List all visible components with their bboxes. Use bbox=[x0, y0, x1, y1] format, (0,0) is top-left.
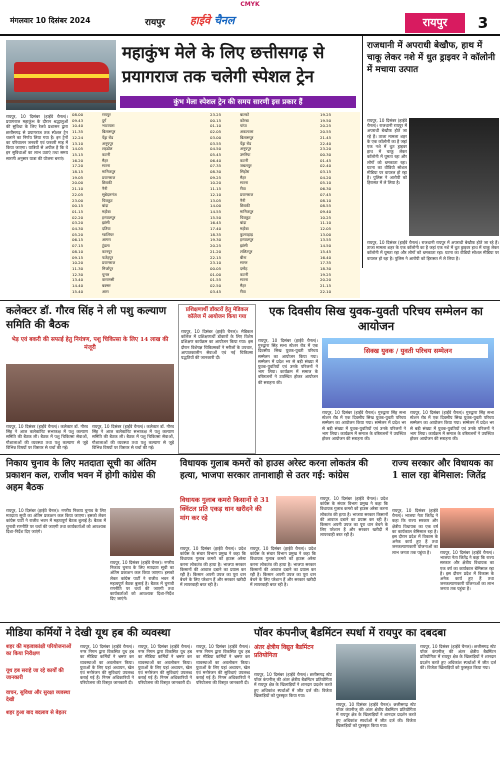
schedule-cell: 23.10 bbox=[210, 260, 222, 266]
schedule-cell: 08.55 bbox=[320, 203, 332, 209]
schedule-cell: 10.20 bbox=[210, 180, 222, 186]
state-body: रायपुर, 10 दिसंबर (हाईवे चैनल)। भाजपा नेता जितेंद्र ने कहा कि राज्य सरकार और क्षेत्रीय विधायक का एक वर्ष का कार्यकाल बेमिसाल रहा है। इस दौरान प्रदेश में विकास के अनेक कार्य हुए हैं तथा जनकल्याणकारी योजनाओं का लाभ जनता तक पहुंचा है। bbox=[392, 508, 438, 555]
schedule-cell: मैहर bbox=[102, 157, 108, 163]
schedule-cell: उमरिया bbox=[240, 151, 251, 157]
schedule-cell: 19.30 bbox=[210, 237, 222, 243]
schedule-cell: बाल्को bbox=[240, 112, 249, 117]
schedule-cell: 11.30 bbox=[72, 265, 84, 271]
power-headline: पॉवर कंपनीज् बैडमिंटन स्पर्धा में रायपुर का दबदबा bbox=[254, 627, 447, 639]
sikh-body: रायपुर, 10 दिसंबर (हाईवे चैनल)। गुरुद्वारा सिंह सभा स्टेशन रोड में एक दिवसीय सिख युवक-युवती परिचय सम्मेलन का आयोजन किया गया। सम्मेलन में प्रदेश भर से बड़ी संख्या में युवक-युवतियों एवं उनके परिजनों ने भाग लिया। कार्यक्रम में समाज के वरिष्ठजनों ने उपस्थित होकर आयोजन की सराहना की। bbox=[258, 338, 318, 385]
schedule-cell: मानिकपुर bbox=[240, 208, 254, 214]
schedule-cell: बांदा bbox=[102, 203, 109, 209]
sikh-body-col2: रायपुर, 10 दिसंबर (हाईवे चैनल)। गुरुद्वारा सिंह सभा स्टेशन रोड में एक दिवसीय सिख युवक-युवती परिचय सम्मेलन का आयोजन किया गया। सम्मेलन में प्रदेश भर से बड़ी संख्या में युवक-युवतियों एवं उनके परिजनों ने भाग लिया। कार्यक्रम में समाज के वरिष्ठजनों ने उपस्थित होकर आयोजन की सराहना की। bbox=[322, 410, 406, 442]
schedule-cell: 15.50 bbox=[210, 214, 222, 220]
schedule-col-1 bbox=[72, 112, 100, 295]
schedule-cell: 08.30 bbox=[210, 169, 222, 175]
schedule-cell: 15.45 bbox=[320, 248, 332, 254]
schedule-cell: 16.20 bbox=[72, 157, 84, 163]
power-team-photo bbox=[336, 644, 416, 700]
schedule-col-2 bbox=[102, 112, 157, 295]
schedule-cell: 03.15 bbox=[320, 169, 332, 175]
mla-body-col3: रायपुर, 10 दिसंबर (हाईवे चैनल)। प्रदेश कांग्रेस के संचार विभाग प्रमुख ने कहा कि विधायक गुलाब कमरो को हाउस अरेस्ट करना लोकतंत्र की हत्या है। भाजपा सरकार किसानों की आवाज दबाने का प्रयास कर रही है। किसान अपनी उपज का पूरा धान बेचने के लिए परेशान हैं और सरकार खरीदी में लापरवाही बरत रही है। bbox=[320, 496, 388, 538]
crime-headline: राजधानी में अपराधी बेखौफ, हाथ में चाकू लेकर नशे में धुत ड्राइवर ने कॉलोनी में मचाया उत्पात bbox=[367, 41, 496, 75]
schedule-cell: बिलासपुर bbox=[240, 134, 254, 140]
media-bullet: शहर की महत्वाकांक्षी परियोजनाओं का किया निरीक्षण bbox=[6, 644, 72, 657]
schedule-cell: 06.15 bbox=[72, 237, 84, 243]
sikh-stage-banner: सिक्ख युवक / युवती परिचय सम्मेलन bbox=[328, 344, 488, 358]
media-headline: मीडिया कर्मियों ने देखी यूथ हब की व्यवस्था bbox=[6, 627, 171, 639]
schedule-cell: रायपुर bbox=[102, 112, 111, 117]
media-body-col3: रायपुर, 10 दिसंबर (हाईवे चैनल)। नगर निगम द्वारा विकसित यूथ हब का मीडिया कर्मियों ने भ्रमण कर व्यवस्थाओं का अवलोकन किया। युवाओं के लिए यहां अध्ययन, खेल एवं मनोरंजन की सुविधाएं उपलब्ध कराई गई हैं। निगम अधिकारियों ने परियोजना की विस्तृत जानकारी दी। bbox=[196, 644, 250, 686]
schedule-cell: 11.15 bbox=[210, 186, 222, 192]
schedule-cell: 23.00 bbox=[72, 197, 84, 203]
schedule-cell: 04.30 bbox=[72, 226, 84, 232]
medical-body: रायपुर, 10 दिसंबर (हाईवे चैनल)। मेडिकल कॉलेज में प्रशिक्षणार्थी डॉक्टरों के लिए विशेष प्रशिक्षण कार्यक्रम का आयोजन किया गया। इस दौरान विशेषज्ञ चिकित्सकों ने मरीजों के उपचार, आपातकालीन सेवाओं एवं नई चिकित्सा पद्धतियों की जानकारी दी। bbox=[181, 329, 253, 361]
power-body: रायपुर, 10 दिसंबर (हाईवे चैनल)। छत्तीसगढ़ स्टेट पॉवर कंपनीज् की अंतर क्षेत्रीय बैडमिंटन प्रतियोगिता में रायपुर क्षेत्र के खिलाड़ियों ने शानदार प्रदर्शन करते हुए अधिकांश स्पर्धाओं में जीत दर्ज की। विजेता खिलाड़ियों को पुरस्कृत किया गया। bbox=[254, 672, 332, 698]
schedule-cell: अनूपपुर bbox=[240, 146, 252, 152]
issue-date: मंगलवार 10 दिसंबर 2024 bbox=[10, 16, 91, 25]
schedule-cell: 07.35 bbox=[210, 163, 222, 169]
page-number: 3 bbox=[468, 13, 496, 33]
schedule-cell: 09.15 bbox=[72, 254, 84, 260]
sikh-body-col3: रायपुर, 10 दिसंबर (हाईवे चैनल)। गुरुद्वारा सिंह सभा स्टेशन रोड में एक दिवसीय सिख युवक-युवती परिचय सम्मेलन का आयोजन किया गया। सम्मेलन में प्रदेश भर से बड़ी संख्या में युवक-युवतियों एवं उनके परिजनों ने भाग लिया। कार्यक्रम में समाज के वरिष्ठजनों ने उपस्थित होकर आयोजन की सराहना की। bbox=[410, 410, 494, 442]
schedule-cell: 21.15 bbox=[320, 283, 332, 289]
story1-headline-line1: महाकुंभ मेले के लिए छत्तीसगढ़ से bbox=[122, 43, 325, 62]
schedule-cell: 16.40 bbox=[320, 254, 332, 260]
section-title: रायपुर bbox=[405, 13, 465, 33]
schedule-cell: 03.55 bbox=[210, 140, 222, 146]
schedule-cell: पेंड्रा रोड bbox=[102, 134, 114, 140]
collector-headline: कलेक्टर डॉ. गौरव सिंह ने ली पशु कल्याण समिति की बैठक bbox=[6, 305, 167, 331]
schedule-cell: 02.20 bbox=[72, 214, 84, 220]
schedule-cell: आरा bbox=[102, 288, 109, 294]
schedule-cell: चित्रकूट bbox=[240, 214, 251, 220]
schedule-cell: 09.43 bbox=[72, 117, 84, 123]
schedule-cell: 15.15 bbox=[72, 151, 84, 157]
schedule-cell: प्रयागराज bbox=[102, 174, 116, 180]
schedule-col-5 bbox=[320, 112, 354, 295]
schedule-cell: 22.05 bbox=[72, 191, 84, 197]
schedule-cell: 02.50 bbox=[210, 283, 222, 289]
schedule-cell: 20.25 bbox=[320, 123, 332, 129]
schedule-cell: कानपुर bbox=[102, 248, 112, 254]
edition-city: रायपुर bbox=[145, 18, 166, 28]
schedule-cell: 17.40 bbox=[210, 226, 222, 232]
print-marker: CMYK bbox=[240, 1, 260, 8]
schedule-cell: शहडोल bbox=[102, 146, 113, 152]
schedule-cell: मिर्जापुर bbox=[102, 265, 114, 271]
schedule-cell: 05.10 bbox=[320, 180, 332, 186]
schedule-cell: 18.30 bbox=[320, 265, 332, 271]
schedule-cell: पेंड्रा रोड bbox=[240, 140, 252, 146]
schedule-cell: महोबा bbox=[102, 208, 111, 214]
schedule-cell: 01.10 bbox=[210, 123, 222, 129]
schedule-cell: 13.40 bbox=[72, 277, 84, 283]
schedule-cell: 13.55 bbox=[320, 237, 332, 243]
schedule-cell: टूंडला bbox=[102, 243, 110, 249]
schedule-cell: सतना bbox=[240, 277, 249, 283]
schedule-cell: 19.25 bbox=[320, 271, 332, 277]
collector-meeting-photo bbox=[6, 364, 174, 422]
media-bullet: यूथ हब सराहे जा रहे कार्यों की जानकारी bbox=[6, 668, 64, 681]
schedule-cell: 06.30 bbox=[320, 186, 332, 192]
schedule-cell: 16.45 bbox=[210, 220, 222, 226]
schedule-cell: सिहोरा bbox=[240, 169, 250, 175]
schedule-cell: 12.05 bbox=[320, 226, 332, 232]
schedule-cell: 08.00 bbox=[72, 112, 84, 117]
state-portrait bbox=[440, 508, 494, 548]
schedule-cell: रीवा bbox=[240, 288, 246, 294]
schedule-cell: 20.00 bbox=[72, 180, 84, 186]
schedule-cell: सतना bbox=[102, 163, 111, 169]
collector-subhead: भेड़ एवं बकरी की सफाई हेतु नियंत्रण, पशु चिकित्सा के लिए 14 लाख की मंजूरी bbox=[11, 337, 169, 351]
schedule-cell: 10.40 bbox=[72, 123, 84, 129]
schedule-cell: अकलतरा bbox=[240, 129, 254, 135]
train-photo bbox=[6, 40, 116, 110]
schedule-cell: 12.30 bbox=[72, 271, 84, 277]
schedule-cell: जबलपुर bbox=[240, 163, 252, 169]
sikh-headline: एक दिवसीय सिख युवक-युवती परिचय सम्मेलन का आयोजन bbox=[269, 304, 483, 333]
schedule-cell: ग्वालियर bbox=[102, 231, 114, 237]
schedule-cell: 10.25 bbox=[320, 214, 332, 220]
schedule-cell: चित्रकूट bbox=[102, 197, 113, 203]
crime-body: रायपुर, 10 दिसंबर (हाईवे चैनल)। राजधानी रायपुर में अपराधी बेखौफ होते जा रहे हैं। ताजा मामला शहर के एक कॉलोनी का है जहां एक नशे में धुत ड्राइवर हाथ में चाकू लेकर कॉलोनी में घूमता रहा और लोगों को धमकाता रहा। घटना का वीडियो सोशल मीडिया पर वायरल हो रहा है। पुलिस ने आरोपी को हिरासत में ले लिया है। bbox=[367, 118, 407, 186]
schedule-cell: कटनी bbox=[240, 157, 249, 163]
schedule-cell: कुलपहाड़ bbox=[240, 231, 253, 237]
schedule-cell: 23.20 bbox=[320, 146, 332, 152]
schedule-cell: 21.20 bbox=[210, 248, 222, 254]
schedule-cell: वाराणसी bbox=[102, 277, 115, 283]
schedule-cell: 11.10 bbox=[320, 220, 332, 226]
media-body-col2: रायपुर, 10 दिसंबर (हाईवे चैनल)। नगर निगम द्वारा विकसित यूथ हब का मीडिया कर्मियों ने भ्रमण कर व्यवस्थाओं का अवलोकन किया। युवाओं के लिए यहां अध्ययन, खेल एवं मनोरंजन की सुविधाएं उपलब्ध कराई गई हैं। निगम अधिकारियों ने परियोजना की विस्तृत जानकारी दी। bbox=[138, 644, 192, 686]
mla-body-col2: रायपुर, 10 दिसंबर (हाईवे चैनल)। प्रदेश कांग्रेस के संचार विभाग प्रमुख ने कहा कि विधायक गुलाब कमरो को हाउस अरेस्ट करना लोकतंत्र की हत्या है। भाजपा सरकार किसानों की आवाज दबाने का प्रयास कर रही है। किसान अपनी उपज का पूरा धान बेचने के लिए परेशान हैं और सरकार खरीदी में लापरवाही बरत रही है। bbox=[250, 546, 316, 588]
schedule-cell: 21.45 bbox=[320, 134, 332, 140]
mla-subhead: विधायक गुलाब कमरो किसानों से 31 क्विंटल प्रति एकड़ धान खरीदने की मांग कर रहे bbox=[180, 496, 270, 522]
schedule-cell: 09.25 bbox=[210, 174, 222, 180]
voter-body-col2: रायपुर, 10 दिसंबर (हाईवे चैनल)। नगरीय निकाय चुनाव के लिए मतदाता सूची का अंतिम प्रकाशन कल किया जाएगा। इसको लेकर कांग्रेस पार्टी ने राजीव भवन में महत्वपूर्ण बैठक बुलाई है। बैठक में चुनावी रणनीति पर चर्चा की जाएगी तथा कार्यकर्ताओं को आवश्यक दिशा-निर्देश दिए जाएंगे। bbox=[110, 560, 174, 602]
schedule-cell: 05.20 bbox=[72, 231, 84, 237]
schedule-cell: छिवकी bbox=[102, 180, 112, 186]
schedule-cell: 06.40 bbox=[210, 157, 222, 163]
schedule-cell: नैनी bbox=[240, 197, 246, 203]
medical-headline: प्रशिक्षणार्थी डॉक्टरों हेतु मेडिकल कॉलेज में आयोजन किया गया bbox=[185, 307, 249, 320]
schedule-cell: रीवा bbox=[240, 186, 246, 192]
schedule-cell: 14.50 bbox=[320, 243, 332, 249]
schedule-cell: चुनार bbox=[102, 271, 110, 277]
schedule-cell: मैहर bbox=[240, 174, 246, 180]
schedule-cell: 09.40 bbox=[320, 208, 332, 214]
train-stripe-shape bbox=[14, 74, 109, 78]
schedule-cell: 20.55 bbox=[320, 129, 332, 135]
voter-headline: निकाय चुनाव के लिए मतदाता सूची का अंतिम प्रकाशन कल, राजीव भवन में होगी कांग्रेस की अहम बैठक bbox=[6, 459, 157, 493]
schedule-cell: 12.24 bbox=[72, 134, 84, 140]
schedule-cell: 04.50 bbox=[210, 146, 222, 152]
crime-story-box bbox=[362, 36, 500, 268]
mla-body: रायपुर, 10 दिसंबर (हाईवे चैनल)। प्रदेश कांग्रेस के संचार विभाग प्रमुख ने कहा कि विधायक गुलाब कमरो को हाउस अरेस्ट करना लोकतंत्र की हत्या है। भाजपा सरकार किसानों की आवाज दबाने का प्रयास कर रही है। किसान अपनी उपज का पूरा धान बेचने के लिए परेशान हैं और सरकार खरीदी में लापरवाही बरत रही है। bbox=[180, 546, 246, 588]
schedule-cell: 00.30 bbox=[320, 151, 332, 157]
collector-body-col2: रायपुर, 10 दिसंबर (हाईवे चैनल)। कलेक्टर डॉ. गौरव सिंह ने आज कलेक्टोरेट सभाकक्ष में पशु कल्याण समिति की बैठक ली। बैठक में पशु चिकित्सा सेवाओं, गौशालाओं की व्यवस्था तथा पशु कल्याण से जुड़े विभिन्न विषयों पर विस्तार से चर्चा की गई। bbox=[92, 424, 174, 450]
schedule-cell: 14.55 bbox=[210, 208, 222, 214]
schedule-cell: 14.00 bbox=[210, 203, 222, 209]
schedule-cell: 01.55 bbox=[210, 277, 222, 283]
power-body-col2: रायपुर, 10 दिसंबर (हाईवे चैनल)। छत्तीसगढ़ स्टेट पॉवर कंपनीज् की अंतर क्षेत्रीय बैडमिंटन प्रतियोगिता में रायपुर क्षेत्र के खिलाड़ियों ने शानदार प्रदर्शन करते हुए अधिकांश स्पर्धाओं में जीत दर्ज की। विजेता खिलाड़ियों को पुरस्कृत किया गया। bbox=[336, 702, 416, 728]
schedule-cell: 22.40 bbox=[320, 140, 332, 146]
schedule-cell: हरपालपुर bbox=[102, 214, 116, 220]
voter-body: रायपुर, 10 दिसंबर (हाईवे चैनल)। नगरीय निकाय चुनाव के लिए मतदाता सूची का अंतिम प्रकाशन कल किया जाएगा। इसको लेकर कांग्रेस पार्टी ने राजीव भवन में महत्वपूर्ण बैठक बुलाई है। बैठक में चुनावी रणनीति पर चर्चा की जाएगी तथा कार्यकर्ताओं को आवश्यक दिशा-निर्देश दिए जाएंगे। bbox=[6, 508, 106, 534]
section-divider bbox=[0, 300, 500, 301]
schedule-cell: 03.45 bbox=[210, 288, 222, 294]
schedule-cell: 13.05 bbox=[210, 197, 222, 203]
schedule-cell: चांपा bbox=[240, 123, 247, 129]
schedule-cell: झांसी bbox=[240, 243, 248, 249]
schedule-cell: 12.10 bbox=[210, 191, 222, 197]
power-subhead: अंतर क्षेत्रीय विद्युत बैडमिंटन प्रतियोगिता bbox=[254, 644, 314, 659]
schedule-cell: 23.25 bbox=[210, 112, 222, 117]
schedule-cell: 18.15 bbox=[72, 169, 84, 175]
schedule-cell: सुबेदारगंज bbox=[102, 191, 117, 197]
crime-photo bbox=[409, 118, 499, 236]
schedule-cell: 08.10 bbox=[72, 248, 84, 254]
schedule-cell: झांसी bbox=[102, 220, 110, 226]
schedule-cell: 01.45 bbox=[320, 157, 332, 163]
schedule-banner: कुंभ मेला स्पेशल ट्रेन की समय सारणी इस प्रकार हैं bbox=[120, 96, 356, 108]
schedule-cell: प्रयागराज bbox=[102, 260, 116, 266]
media-bullets bbox=[6, 644, 76, 754]
story1-headline-line2: प्रयागराज तक चलेगी स्पेशल ट्रेन bbox=[122, 67, 314, 86]
power-body-col3: रायपुर, 10 दिसंबर (हाईवे चैनल)। छत्तीसगढ़ स्टेट पॉवर कंपनीज् की अंतर क्षेत्रीय बैडमिंटन प्रतियोगिता में रायपुर क्षेत्र के खिलाड़ियों ने शानदार प्रदर्शन करते हुए अधिकांश स्पर्धाओं में जीत दर्ज की। विजेता खिलाड़ियों को पुरस्कृत किया गया। bbox=[420, 644, 496, 670]
schedule-cell: 01.00 bbox=[210, 271, 222, 277]
schedule-cell: भाटापारा bbox=[102, 123, 115, 129]
schedule-cell: दमोह bbox=[240, 265, 248, 271]
schedule-cell: 02.40 bbox=[320, 163, 332, 169]
collector-body: रायपुर, 10 दिसंबर (हाईवे चैनल)। कलेक्टर डॉ. गौरव सिंह ने आज कलेक्टोरेट सभाकक्ष में पशु कल्याण समिति की बैठक ली। बैठक में पशु चिकित्सा सेवाओं, गौशालाओं की व्यवस्था तथा पशु कल्याण से जुड़े विभिन्न विषयों पर विस्तार से चर्चा की गई। bbox=[6, 424, 88, 450]
schedule-cell: 20.25 bbox=[210, 243, 222, 249]
schedule-cell: 03.00 bbox=[210, 134, 222, 140]
logo-main: हाईवे bbox=[190, 14, 211, 27]
schedule-cell: 11.35 bbox=[72, 129, 84, 135]
schedule-col-4 bbox=[240, 112, 300, 295]
medical-story-box bbox=[178, 304, 256, 454]
schedule-cell: बक्सर bbox=[102, 283, 111, 289]
schedule-cell: आगरा bbox=[102, 237, 111, 243]
schedule-cell: 14.05 bbox=[72, 146, 84, 152]
section-divider-2 bbox=[0, 454, 500, 455]
media-body: रायपुर, 10 दिसंबर (हाईवे चैनल)। नगर निगम द्वारा विकसित यूथ हब का मीडिया कर्मियों ने भ्रमण कर व्यवस्थाओं का अवलोकन किया। युवाओं के लिए यहां अध्ययन, खेल एवं मनोरंजन की सुविधाएं उपलब्ध कराई गई हैं। निगम अधिकारियों ने परियोजना की विस्तृत जानकारी दी। bbox=[80, 644, 134, 686]
schedule-cell: 03.20 bbox=[72, 220, 84, 226]
schedule-cell: बीना bbox=[240, 254, 247, 260]
section-divider-3 bbox=[0, 622, 500, 623]
schedule-cell: 19.25 bbox=[320, 112, 332, 117]
schedule-cell: सतना bbox=[240, 180, 249, 186]
schedule-cell: 13.00 bbox=[320, 231, 332, 237]
schedule-cell: 21.10 bbox=[72, 186, 84, 192]
state-body-col2: रायपुर, 10 दिसंबर (हाईवे चैनल)। भाजपा नेता जितेंद्र ने कहा कि राज्य सरकार और क्षेत्रीय विधायक का एक वर्ष का कार्यकाल बेमिसाल रहा है। इस दौरान प्रदेश में विकास के अनेक कार्य हुए हैं तथा जनकल्याणकारी योजनाओं का लाभ जनता तक पहुंचा है। bbox=[440, 550, 494, 592]
schedule-cell: 20.20 bbox=[320, 277, 332, 283]
schedule-cell: 18.35 bbox=[210, 231, 222, 237]
page-header bbox=[0, 10, 500, 36]
schedule-cell: 10.20 bbox=[72, 260, 84, 266]
sikh-event-photo bbox=[322, 338, 494, 408]
schedule-cell: 07.45 bbox=[320, 191, 332, 197]
schedule-cell: सागर bbox=[240, 260, 248, 266]
schedule-cell: 14.40 bbox=[72, 283, 84, 289]
logo-sub: चैनल bbox=[214, 14, 235, 27]
schedule-cell: महोबा bbox=[240, 226, 249, 232]
story1-body: रायपुर, 10 दिसंबर (हाईवे चैनल)। प्रयागराज महाकुंभ के दौरान श्रद्धालुओं की सुविधा के लिए रेलवे प्रशासन द्वारा छत्तीसगढ़ से प्रयागराज तक स्पेशल ट्रेन चलाने का निर्णय लिया गया है। इन ट्रेनों का परिचालन जनवरी एवं फरवरी माह में किया जाएगा। यात्रियों से अपील है कि वे इन सुविधाओं का लाभ उठाएं तथा समय सारणी अनुसार यात्रा की योजना बनाएं। bbox=[6, 114, 68, 161]
schedule-cell: कोरबा bbox=[240, 117, 249, 123]
schedule-cell: 00.15 bbox=[210, 117, 222, 123]
schedule-cell: दतिया bbox=[102, 226, 111, 232]
schedule-cell: 02.05 bbox=[210, 129, 222, 135]
crime-body-continued: रायपुर, 10 दिसंबर (हाईवे चैनल)। राजधानी रायपुर में अपराधी बेखौफ होते जा रहे हैं। ताजा मामला शहर के एक कॉलोनी का है जहां एक नशे में धुत ड्राइवर हाथ में चाकू लेकर कॉलोनी में घूमता रहा और लोगों को धमकाता रहा। घटना का वीडियो सोशल मीडिया पर वायरल हो रहा है। पुलिस ने आरोपी को हिरासत में ले लिया है। bbox=[367, 240, 499, 261]
mla-portrait bbox=[276, 496, 316, 544]
schedule-cell: 05.45 bbox=[210, 151, 222, 157]
schedule-cell: बिलासपुर bbox=[102, 129, 116, 135]
schedule-cell: बांदा bbox=[240, 220, 247, 226]
schedule-cell: फतेहपुर bbox=[102, 254, 114, 260]
schedule-cell: 19.50 bbox=[320, 117, 332, 123]
schedule-cell: 22.10 bbox=[320, 288, 332, 294]
schedule-cell: 17.20 bbox=[72, 163, 84, 169]
media-bullet: शहर हुआ बाद बदलाव से बेहतर bbox=[6, 710, 67, 716]
mla-headline: विधायक गुलाब कमरों को हाउस अरेस्ट करना लोकतंत्र की हत्या, भाजपा सरकार तानाशाही से उतर गई: कांग्रेस bbox=[180, 459, 368, 481]
schedule-cell: ललितपुर bbox=[240, 248, 253, 254]
newspaper-logo bbox=[190, 13, 235, 28]
train-schedule-table bbox=[70, 112, 360, 298]
schedule-cell: मानिकपुर bbox=[102, 169, 116, 175]
schedule-cell: 08.10 bbox=[320, 197, 332, 203]
schedule-cell: 04.20 bbox=[320, 174, 332, 180]
rail-track-shape bbox=[6, 100, 116, 103]
schedule-cell: कटनी bbox=[240, 271, 249, 277]
schedule-cell: मैहर bbox=[240, 283, 246, 289]
schedule-cell: प्रयागराज bbox=[240, 191, 254, 197]
schedule-cell: दुर्ग bbox=[102, 117, 107, 123]
schedule-cell: 07.15 bbox=[72, 243, 84, 249]
schedule-cell: 00.05 bbox=[210, 265, 222, 271]
schedule-cell: नैनी bbox=[102, 186, 108, 192]
schedule-cell: कटनी bbox=[102, 151, 111, 157]
schedule-cell: 13.10 bbox=[72, 140, 84, 146]
voter-photo bbox=[110, 508, 174, 556]
schedule-cell: 19.05 bbox=[72, 174, 84, 180]
schedule-cell: अनूपपुर bbox=[102, 140, 114, 146]
schedule-cell: छिवकी bbox=[240, 203, 250, 209]
state-headline: राज्य सरकार और विधायक का 1 साल रहा बेमिसाल: जितेंद्र bbox=[392, 459, 494, 481]
schedule-cell: 00.15 bbox=[72, 203, 84, 209]
schedule-cell: 01.15 bbox=[72, 208, 84, 214]
media-bullet: वाचन, सुविधा और सुरक्षा व्यवस्था देखी bbox=[6, 690, 71, 703]
schedule-cell: 17.35 bbox=[320, 260, 332, 266]
schedule-cell: हरपालपुर bbox=[240, 237, 254, 243]
schedule-col-3 bbox=[210, 112, 238, 295]
schedule-cell: 15.40 bbox=[72, 288, 84, 294]
schedule-cell: 22.15 bbox=[210, 254, 222, 260]
